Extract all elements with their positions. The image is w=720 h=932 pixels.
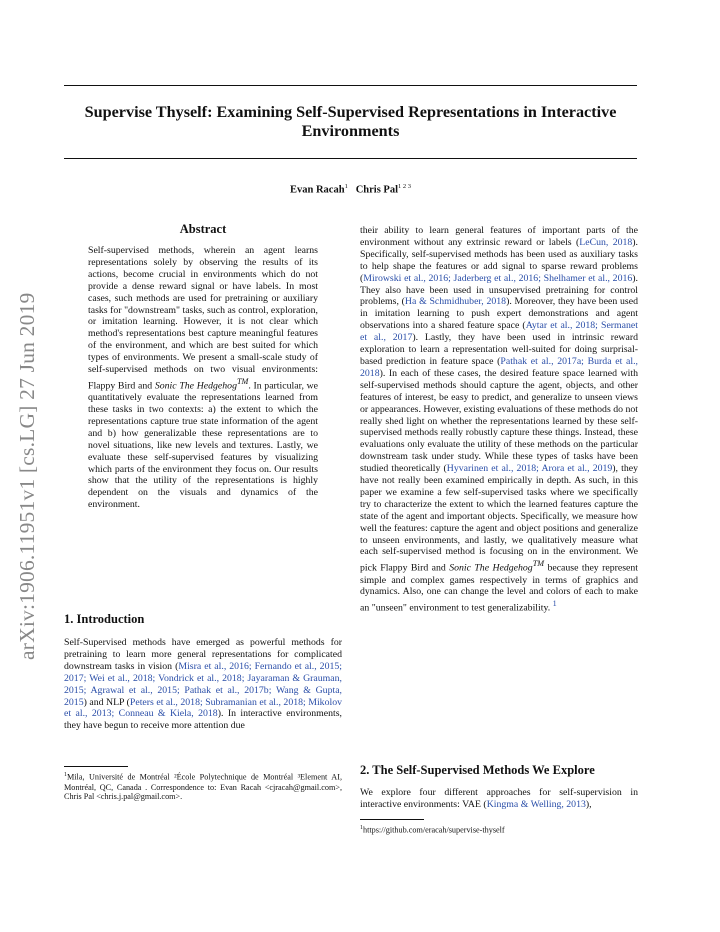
game-title: Sonic The Hedgehog <box>449 562 533 574</box>
arxiv-stamp: arXiv:1906.11951v1 [cs.LG] 27 Jun 2019 <box>15 292 39 660</box>
citation-link[interactable]: Ha & Schmidhuber, 2018 <box>404 296 507 308</box>
abstract-heading: Abstract <box>179 222 227 236</box>
title-bottom-rule <box>64 158 637 159</box>
author-list <box>64 183 637 196</box>
right-column-text: their ability to learn general features of important parts of the environment without any extrinsic reward or labels (LeCun, 2018). Specifically, self-supervised methods has been used as auxiliary tasks to help shape the features or add signal to sparse reward problems (Mirowski et al., 2016; Jaderberg et al., 2016; Shelhamer et al., 2016). They also have been used in unsupervised pretraining for control problems, (Ha & Schmidhuber, 2018). Moreover, they have been used in imitation learning to push expert demonstrations and agent observations into a shared feature space (Aytar et al., 2018; Sermanet et al., 2017). Lastly, they have been used in intrinsic reward exploration to learn a representation well-suited for doing surprisal-based prediction in feature space (Pathak et al., 2017a; Burda et al., 2018). In each of these cases, the desired feature space learned with self-supervised methods should capture the agent, objects, and other features of interest, be easy to predict, and generalize to unseen views or appearances. However, existing evaluations of these methods do not really shed light on whether the representations learned by these self-supervised methods really robustly capture these things. Instead, these evaluations only evaluate the utility of these methods on the particular downstream task under study. While these types of tasks have been studied theoretically (Hyvarinen et al., 2018; Arora et al., 2019), they have not really been examined empirically in depth. As such, in this paper we examine a few self-supervised tasks where we specifically try to characterize the extent to which the learned features capture the state of the agent and important objects. Specifically, we measure how well the features: capture the agent and object positions and generalize to unseen environments, and lastly, we qualitatively measure what each self-supervised method is focusing on in the environment. We pick Flappy Bird and Sonic The Hedgehog™ because they represent simple and complex games respectively in terms of graphics and dynamics. Also, one can change the level and colors of each to make an "unseen" environment to test generalizability. $^1$ <box>360 225 639 614</box>
citation-link[interactable]: Aytar et al., 2018; Sermanet et al., 2017 <box>360 320 638 344</box>
author-name: Evan Racah <box>290 184 345 196</box>
author-affil: 1 <box>344 183 348 190</box>
section-heading-methods: 2. The Self-Supervised Methods We Explore <box>360 763 595 777</box>
affiliation-footnote: $^1$Mila, Université de Montréal ²École Polytechnique de Montréal ³Element AI, Montréal, QC, Canada . Correspondence to: Evan Racah <cjracah@gmail.com>, Chris Pal <chris.j.pal@gmail.com>. <box>64 772 342 802</box>
citation-link[interactable]: LeCun, 2018 <box>579 236 633 248</box>
footnote-rule <box>64 766 128 767</box>
game-title: Sonic The Hedgehog <box>154 380 237 392</box>
author-affil: 1 2 3 <box>397 183 411 190</box>
citation-link[interactable]: Mirowski et al., 2016; Jaderberg et al., 2016; Shelhamer et al., 2016 <box>363 272 633 284</box>
citation-link[interactable]: Misra et al., 2016; Fernando et al., 2015; 2017; Wei et al., 2018; Vondrick et al., 2018; Jayaraman & Grauman, 2015; Agrawal et al., 2015; Pathak et al., 2017b; Wang & Gupta, 2015 <box>64 660 342 708</box>
methods-paragraph: We explore four different approaches for self-supervision in interactive environments: VAE (Kingma & Welling, 2013), <box>360 787 638 810</box>
url-footnote: $^1$https://github.com/eracah/supervise-thyself <box>360 825 505 835</box>
citation-link[interactable]: Pathak et al., 2017a; Burda et al., 2018 <box>360 355 639 379</box>
intro-paragraph: Self-Supervised methods have emerged as powerful methods for pretraining to learn more general representations for complicated downstream tasks in vision (Misra et al., 2016; Fernando et al., 2015; 2017; Wei et al., 2018; Vondrick et al., 2018; Jayaraman & Grauman, 2015; Agrawal et al., 2015; Pathak et al., 2017b; Wang & Gupta, 2015) and NLP (Peters et al., 2018; Subramanian et al., 2018; Mikolov et al., 2013; Conneau & Kiela, 2018). In interactive environments, they have begun to receive more attention due <box>64 637 342 732</box>
author-name: Chris Pal <box>355 184 398 196</box>
citation-link[interactable]: Kingma & Welling, 2013 <box>486 798 586 810</box>
title-top-rule <box>64 85 637 86</box>
paper-title: Supervise Thyself: Examining Self-Supervised Representations in Interactive Environments <box>84 103 617 140</box>
citation-link[interactable]: Peters et al., 2018; Subramanian et al., 2018; Mikolov et al., 2013; Conneau & Kiela, 2018 <box>64 696 342 720</box>
citation-link[interactable]: Hyvarinen et al., 2018; Arora et al., 2019 <box>446 463 613 475</box>
section-heading-introduction: 1. Introduction <box>64 612 145 626</box>
footnote-marker[interactable]: 1 <box>552 599 557 609</box>
footnote-rule <box>360 819 424 820</box>
repo-url[interactable]: https://github.com/eracah/supervise-thyself <box>363 825 505 835</box>
abstract-text: Self-supervised methods, wherein an agent learns representations solely by observing the results of its actions, become crucial in environments which do not provide a dense reward signal or have labels. In most cases, such methods are used for pretraining or auxiliary tasks for "downstream" tasks, such as control, exploration, or imitation learning. However, it is not clear which method's representations best capture meaningful features of the environment, and which are best suited for which types of environments. We present a small-scale study of self-supervised methods on two visual environments: Flappy Bird and Sonic The Hedgehog™. In particular, we quantitatively evaluate the representations learned from these tasks in two contexts: a) the extent to which the representations capture true state information of the agent and b) how generalizable these representations are to novel situations, like new levels and textures. Lastly, we evaluate these self-supervised features by visualizing which parts of the environment they focus on. Our results show that the utility of the representations is highly dependent on the visuals and dynamics of the environment. <box>88 245 319 511</box>
